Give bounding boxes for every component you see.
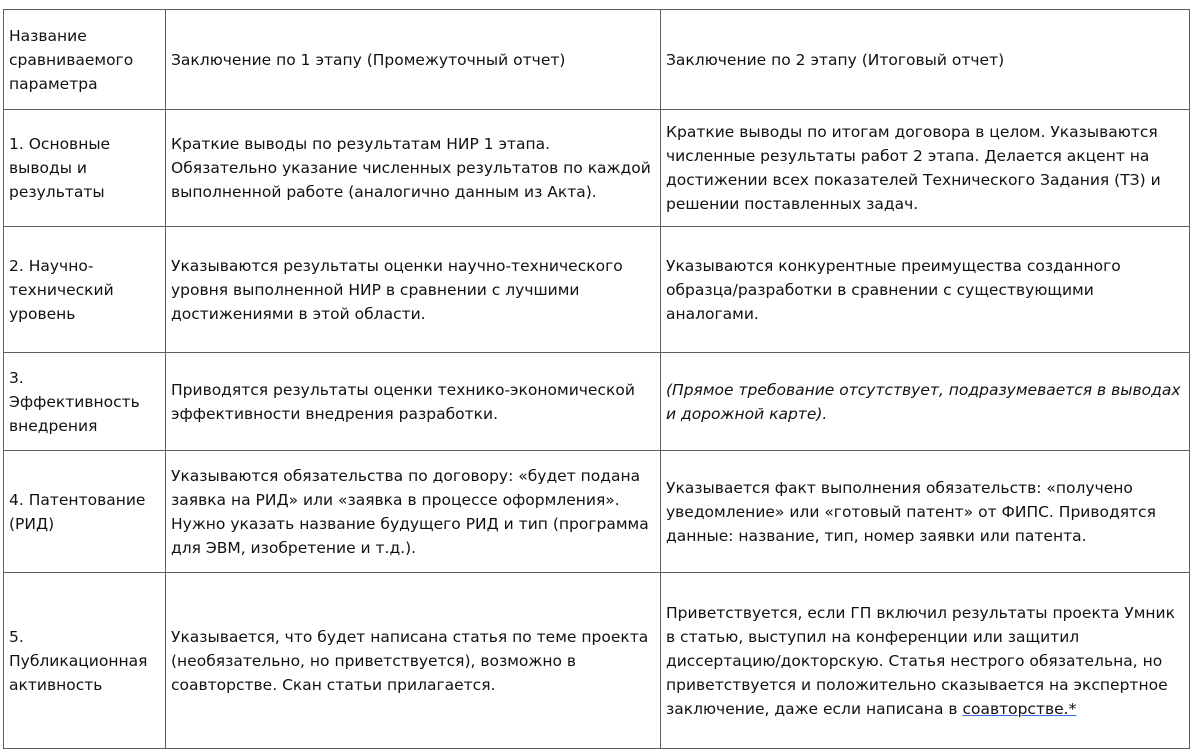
param-cell: 4. Патентование (РИД) <box>4 451 166 573</box>
stage1-cell: Указываются обязательства по договору: «будет подана заявка на РИД» или «заявка в процессе оформления». Нужно указать название будущего РИД и тип (программа для ЭВМ, изобретение и т.д.). <box>166 451 661 573</box>
stage2-cell: Краткие выводы по итогам договора в целом. Указываются численные результаты работ 2 этапа. Делается акцент на достижении всех показателей Технического Задания (ТЗ) и решении поставленных задач. <box>661 110 1190 227</box>
stage1-cell: Краткие выводы по результатам НИР 1 этапа. Обязательно указание численных результатов по каждой выполненной работе (аналогично данным из Акта). <box>166 110 661 227</box>
table-row <box>4 110 1190 227</box>
table-row <box>4 573 1190 749</box>
table-header-row <box>4 10 1190 110</box>
header-stage1-cell: Заключение по 1 этапу (Промежуточный отчет) <box>166 10 661 110</box>
table-row <box>4 227 1190 353</box>
stage2-text: Приветствуется, если ГП включил результаты проекта Умник в статью, выступил на конференции или защитил диссертацию/докторскую. Статья нестрого обязательна, но приветствуется и положительно сказывается на экспертное заключение, даже если написана в <box>666 603 1175 718</box>
param-cell: 1. Основные выводы и результаты <box>4 110 166 227</box>
param-cell: 5. Публикационная активность <box>4 573 166 749</box>
stage1-cell: Приводятся результаты оценки технико-экономической эффективности внедрения разработки. <box>166 353 661 451</box>
coauthorship-underlined-text: соавторстве.* <box>962 699 1077 718</box>
comparison-table <box>3 9 1190 749</box>
stage2-cell <box>661 573 1190 749</box>
stage2-cell: Указываются конкурентные преимущества созданного образца/разработки в сравнении с существующими аналогами. <box>661 227 1190 353</box>
header-stage2-cell: Заключение по 2 этапу (Итоговый отчет) <box>661 10 1190 110</box>
param-cell: 2. Научно-технический уровень <box>4 227 166 353</box>
table-row <box>4 353 1190 451</box>
stage1-cell: Указываются результаты оценки научно-технического уровня выполненной НИР в сравнении с лучшими достижениями в этой области. <box>166 227 661 353</box>
stage1-cell: Указывается, что будет написана статья по теме проекта (необязательно, но приветствуется), возможно в соавторстве. Скан статьи прилагается. <box>166 573 661 749</box>
stage2-cell: (Прямое требование отсутствует, подразумевается в выводах и дорожной карте). <box>661 353 1190 451</box>
header-param-cell: Название сравниваемого параметра <box>4 10 166 110</box>
stage2-cell: Указывается факт выполнения обязательств: «получено уведомление» или «готовый патент» от ФИПС. Приводятся данные: название, тип, номер заявки или патента. <box>661 451 1190 573</box>
table-row <box>4 451 1190 573</box>
param-cell: 3. Эффективность внедрения <box>4 353 166 451</box>
